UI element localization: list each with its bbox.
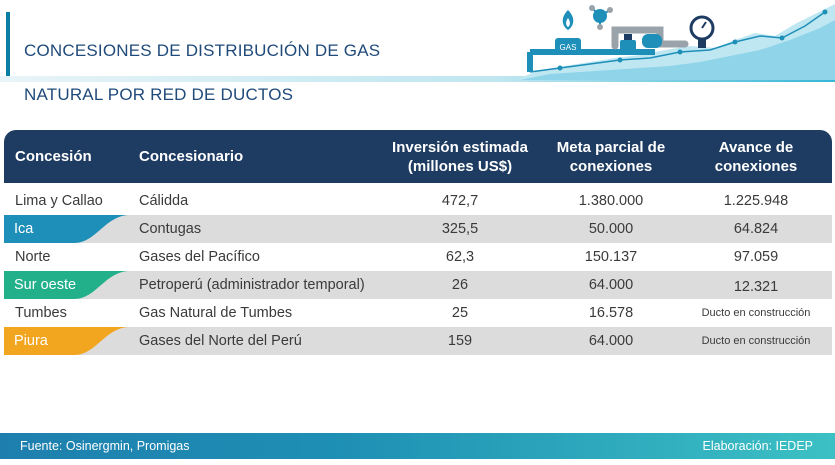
cell-inversion: 159 — [447, 333, 473, 349]
gas-sign-text: GAS — [559, 43, 577, 52]
cell-concesionario: Petroperú (administrador temporal) — [139, 277, 365, 293]
title-accent-bar — [6, 12, 10, 76]
gas-pipeline-illustration — [520, 0, 835, 80]
cell-avance: 64.824 — [733, 221, 779, 237]
table-row — [4, 187, 832, 215]
cell-inversion: 62,3 — [445, 249, 475, 265]
col-header-inversion-line2: (millones US$) — [407, 157, 513, 175]
col-header-concesionario: Concesionario — [139, 148, 244, 165]
cell-avance: 12.321 — [733, 279, 779, 295]
molecule-icon — [589, 5, 613, 30]
cell-meta: 50.000 — [588, 221, 634, 237]
col-header-inversion — [384, 130, 536, 183]
cell-concesion: Tumbes — [15, 305, 67, 321]
cell-meta: 64.000 — [588, 277, 634, 293]
pressure-gauge-icon — [691, 17, 713, 48]
col-header-meta-line2: conexiones — [569, 157, 653, 175]
tank-icon — [642, 34, 662, 48]
table-header — [4, 130, 832, 183]
cell-meta: 64.000 — [588, 333, 634, 349]
cell-avance: Ducto en construcción — [701, 335, 811, 347]
cell-meta: 150.137 — [584, 249, 638, 265]
cell-concesion: Sur oeste — [14, 277, 77, 293]
cell-avance: 97.059 — [733, 249, 779, 265]
title-line-1: CONCESIONES DE DISTRIBUCIÓN DE GAS — [24, 41, 381, 60]
table-row — [4, 243, 832, 271]
cell-avance: 1.225.948 — [723, 193, 789, 209]
source-note: Fuente: Osinergmin, Promigas — [20, 439, 190, 453]
cell-inversion: 25 — [451, 305, 469, 321]
cell-meta: 1.380.000 — [578, 193, 644, 209]
concessions-table — [4, 130, 832, 355]
cell-meta: 16.578 — [588, 305, 634, 321]
col-header-inversion-line1: Inversión estimada — [392, 138, 528, 156]
col-header-concesion: Concesión — [15, 148, 92, 165]
page-title — [24, 18, 380, 128]
cell-concesion: Ica — [14, 221, 34, 237]
cell-concesion: Norte — [15, 249, 51, 265]
col-header-meta — [546, 130, 676, 183]
cell-inversion: 325,5 — [441, 221, 479, 237]
footer-bar — [0, 433, 835, 459]
valve-icon — [620, 34, 636, 54]
cell-concesionario: Contugas — [139, 221, 202, 237]
cell-inversion: 472,7 — [441, 193, 479, 209]
cell-concesion: Lima y Callao — [15, 193, 103, 209]
cell-concesionario: Gases del Norte del Perú — [139, 333, 302, 349]
col-header-meta-line1: Meta parcial de — [556, 138, 666, 156]
cell-avance: Ducto en construcción — [701, 307, 811, 319]
title-line-2: NATURAL POR RED DE DUCTOS — [24, 85, 294, 104]
cell-concesionario: Cálidda — [139, 193, 189, 209]
header — [0, 0, 835, 104]
col-header-avance — [694, 130, 818, 183]
cell-concesionario: Gases del Pacífico — [139, 249, 260, 265]
credit-note: Elaboración: IEDEP — [702, 439, 813, 453]
cell-concesionario: Gas Natural de Tumbes — [139, 305, 293, 321]
col-header-avance-line1: Avance de — [718, 138, 794, 156]
table-row — [4, 271, 832, 299]
cell-inversion: 26 — [451, 277, 469, 293]
col-header-avance-line2: conexiones — [714, 157, 798, 175]
cell-concesion: Piura — [14, 333, 48, 349]
table-row — [4, 299, 832, 327]
table-row — [4, 215, 832, 243]
table-row — [4, 327, 832, 355]
